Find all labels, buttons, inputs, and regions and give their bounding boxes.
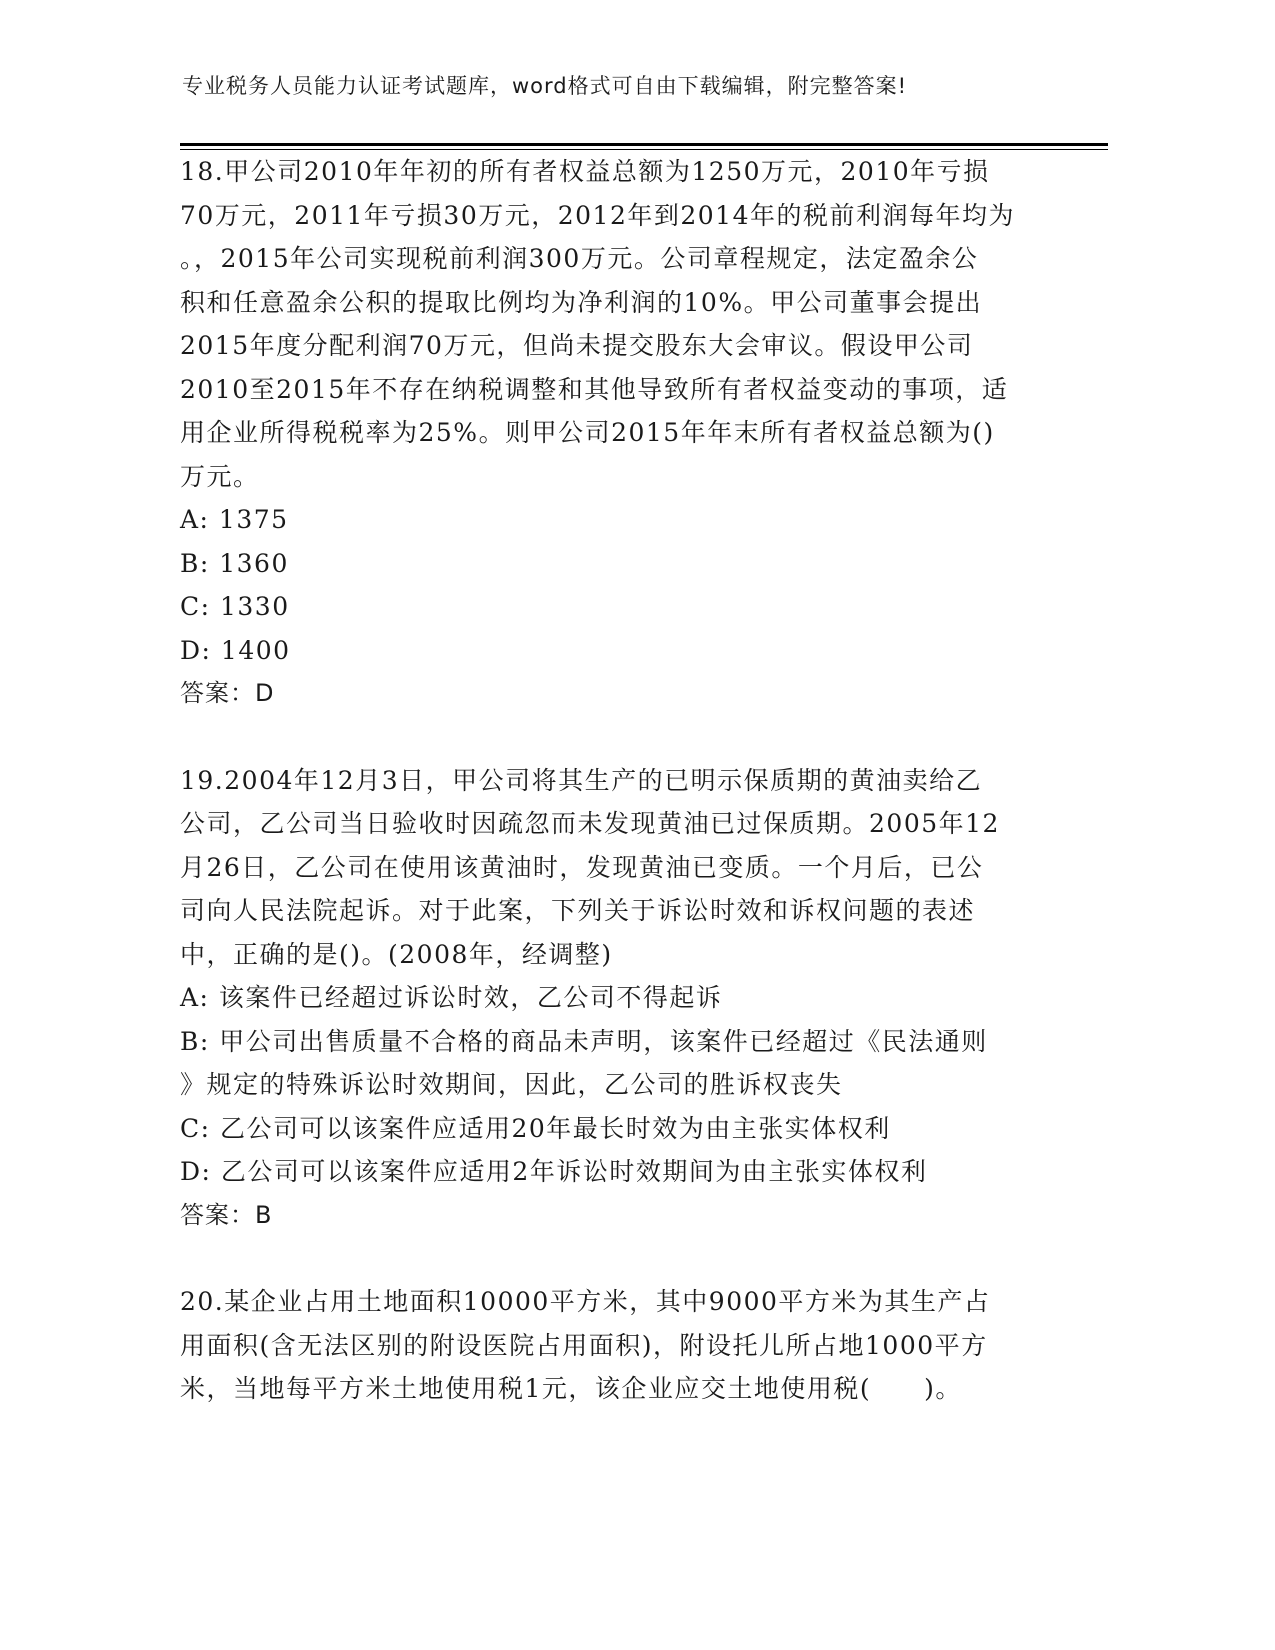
answer: 答案：B [180, 1200, 273, 1229]
option-c: C: 1330 [180, 592, 290, 621]
option-b-continued: 》规定的特殊诉讼时效期间，因此，乙公司的胜诉权丧失 [180, 1070, 843, 1099]
question-line: 积和任意盈余公积的提取比例均为净利润的10%。甲公司董事会提出 [180, 287, 983, 317]
question-19 [180, 759, 1040, 977]
option-a: A: 1375 [180, 505, 289, 534]
option-a: A: 该案件已经超过诉讼时效，乙公司不得起诉 [180, 983, 723, 1012]
option-d: D: 1400 [180, 635, 291, 665]
question-line: 。，2015年公司实现税前利润300万元。公司章程规定，法定盈余公 [180, 244, 979, 273]
header-rule-thick [180, 143, 1108, 146]
spacer [180, 716, 1040, 759]
question-line: 2015年度分配利润70万元，但尚未提交股东大会审议。假设甲公司 [180, 331, 974, 360]
question-line: 2010至2015年不存在纳税调整和其他导致所有者权益变动的事项，适 [180, 374, 1009, 404]
question-line: 万元。 [180, 461, 260, 491]
spacer [180, 1237, 1040, 1280]
question-line: 19.2004年12月3日，甲公司将其生产的已明示保质期的黄油卖给乙 [180, 765, 983, 795]
question-18 [180, 150, 1040, 498]
question-20 [180, 1280, 1040, 1411]
option-b: B: 甲公司出售质量不合格的商品未声明，该案件已经超过《民法通则 [180, 1026, 988, 1056]
question-line: 用面积(含无法区别的附设医院占用面积)，附设托儿所占地1000平方 [180, 1330, 988, 1360]
question-line: 月26日，乙公司在使用该黄油时，发现黄油已变质。一个月后，已公 [180, 852, 984, 882]
page-header: 专业税务人员能力认证考试题库，word格式可自由下载编辑，附完整答案! [182, 74, 908, 98]
question-line: 中，正确的是()。(2008年，经调整) [180, 939, 613, 969]
option-d: D: 乙公司可以该案件应适用2年诉讼时效期间为由主张实体权利 [180, 1157, 928, 1186]
option-c: C: 乙公司可以该案件应适用20年最长时效为由主张实体权利 [180, 1113, 891, 1143]
question-line: 米，当地每平方米土地使用税1元，该企业应交土地使用税( )。 [180, 1374, 962, 1403]
option-b: B: 1360 [180, 548, 289, 578]
question-line: 18.甲公司2010年年初的所有者权益总额为1250万元，2010年亏损 [180, 157, 990, 186]
question-line: 20.某企业占用土地面积10000平方米，其中9000平方米为其生产占 [180, 1287, 991, 1316]
question-line: 70万元，2011年亏损30万元，2012年到2014年的税前利润每年均为 [180, 200, 1015, 230]
content [180, 150, 1040, 1411]
question-line: 司向人民法院起诉。对于此案，下列关于诉讼时效和诉权问题的表述 [180, 896, 976, 925]
question-line: 公司，乙公司当日验收时因疏忽而未发现黄油已过保质期。2005年12 [180, 809, 1000, 838]
answer: 答案：D [180, 679, 275, 707]
question-line: 用企业所得税税率为25%。则甲公司2015年年末所有者权益总额为() [180, 418, 995, 447]
